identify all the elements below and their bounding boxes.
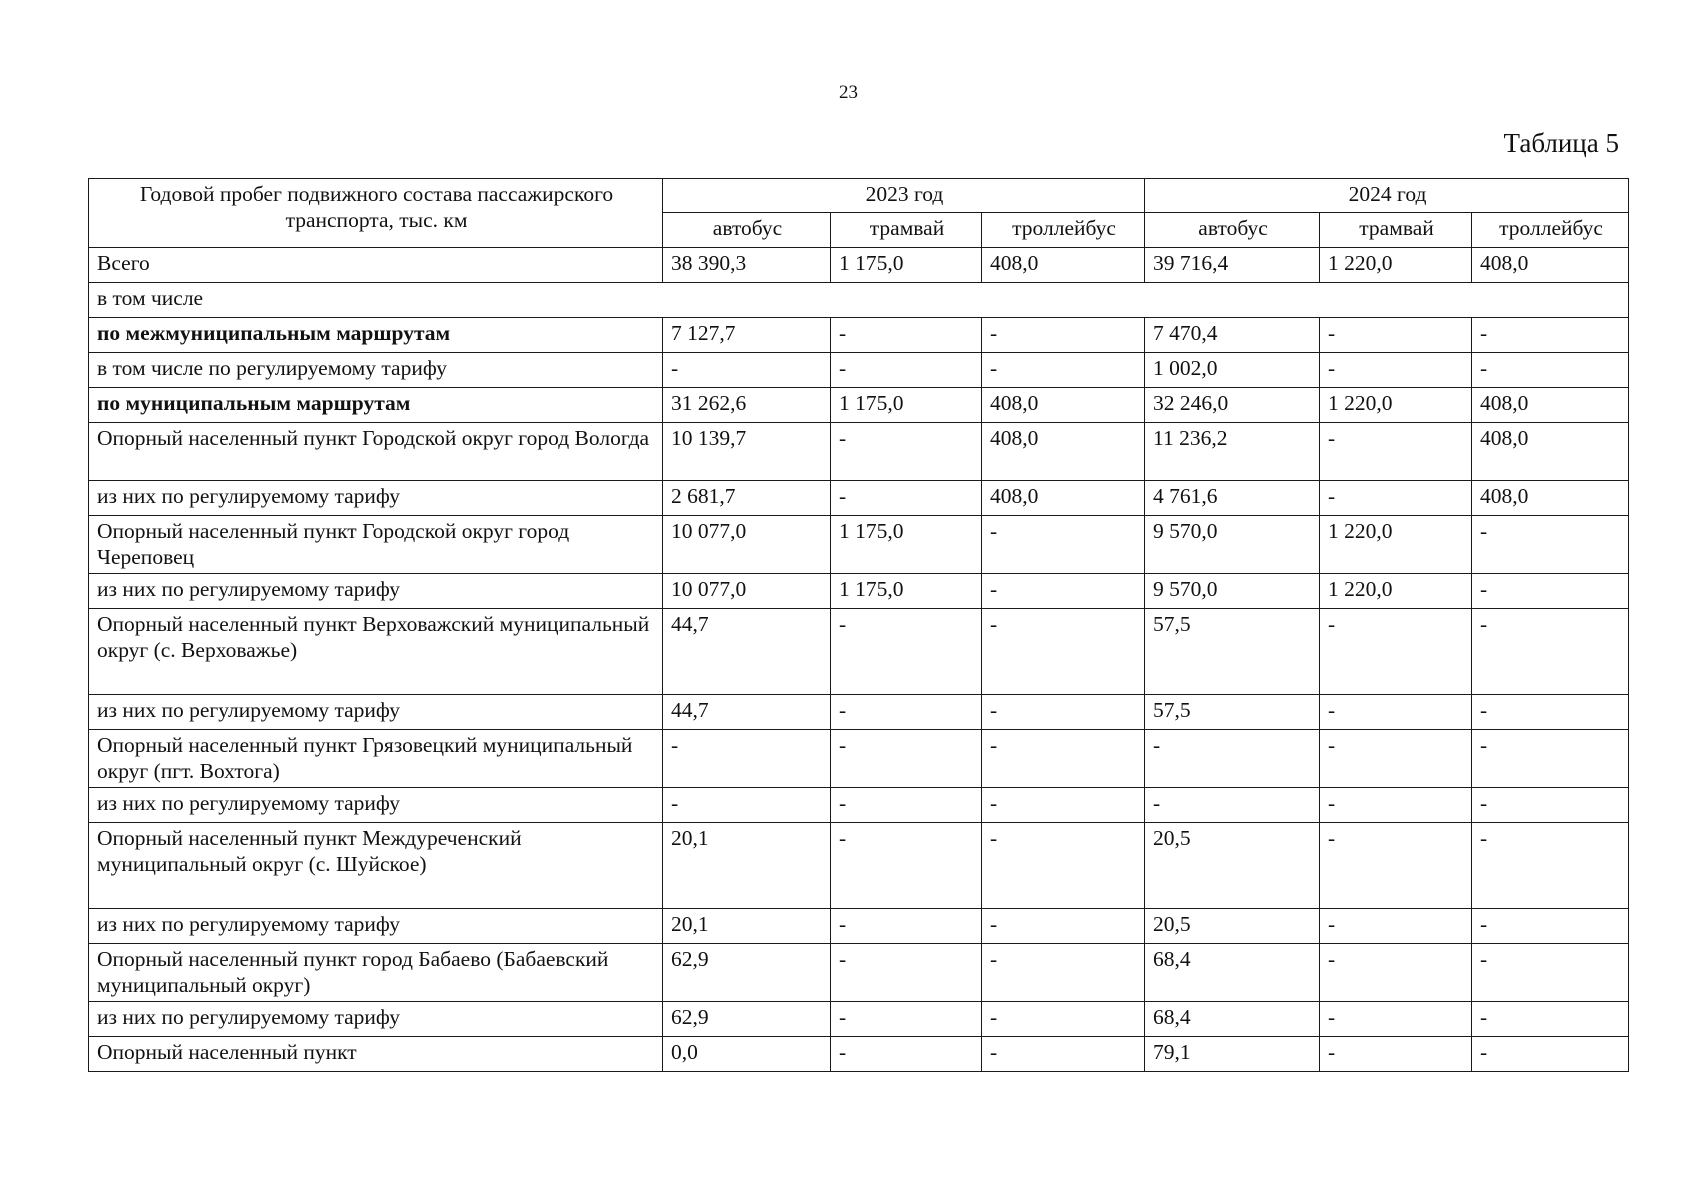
- cell-value: -: [831, 788, 982, 823]
- cell-value: 79,1: [1145, 1037, 1320, 1072]
- table-row: [89, 823, 1629, 909]
- cell-value: 1 002,0: [1145, 353, 1320, 388]
- cell-value: -: [1320, 788, 1472, 823]
- cell-value: -: [1472, 944, 1629, 1002]
- cell-value: 20,5: [1145, 823, 1320, 909]
- cell-value: -: [663, 353, 831, 388]
- cell-value: 408,0: [982, 388, 1145, 423]
- cell-value: -: [831, 944, 982, 1002]
- cell-value: 10 077,0: [663, 574, 831, 609]
- cell-value: -: [1145, 788, 1320, 823]
- cell-value: 408,0: [1472, 481, 1629, 516]
- cell-value: 20,1: [663, 909, 831, 944]
- cell-value: 20,1: [663, 823, 831, 909]
- table-row: [89, 730, 1629, 788]
- cell-value: 31 262,6: [663, 388, 831, 423]
- cell-value: -: [831, 730, 982, 788]
- cell-value: 39 716,4: [1145, 248, 1320, 283]
- cell-value: -: [1320, 695, 1472, 730]
- cell-value: -: [982, 823, 1145, 909]
- table-row: [89, 283, 1629, 318]
- cell-value: 32 246,0: [1145, 388, 1320, 423]
- cell-value: -: [1472, 788, 1629, 823]
- row-label: из них по регулируемому тарифу: [89, 788, 663, 823]
- cell-value: -: [1320, 823, 1472, 909]
- cell-value: 0,0: [663, 1037, 831, 1072]
- table-row: [89, 944, 1629, 1002]
- row-label: Опорный населенный пункт Грязовецкий муниципальный округ (пгт. Вохтога): [89, 730, 663, 788]
- cell-value: -: [831, 1037, 982, 1072]
- cell-value: 408,0: [1472, 388, 1629, 423]
- cell-value: 1 175,0: [831, 388, 982, 423]
- cell-value: -: [1472, 1002, 1629, 1037]
- cell-value: -: [1472, 516, 1629, 574]
- table-caption: Таблица 5: [1503, 128, 1619, 158]
- subheader-tram-2023: трамвай: [831, 213, 982, 248]
- cell-value: 44,7: [663, 695, 831, 730]
- row-label: из них по регулируемому тарифу: [89, 909, 663, 944]
- cell-value: -: [1320, 944, 1472, 1002]
- mileage-table: [88, 178, 1629, 1072]
- cell-value: -: [831, 909, 982, 944]
- cell-value: -: [1472, 823, 1629, 909]
- subheader-bus-2024: автобус: [1145, 213, 1320, 248]
- table-row: [89, 695, 1629, 730]
- cell-value: 1 220,0: [1320, 574, 1472, 609]
- cell-value: -: [982, 788, 1145, 823]
- cell-value: -: [1320, 1037, 1472, 1072]
- cell-value: 11 236,2: [1145, 423, 1320, 481]
- cell-value: -: [982, 353, 1145, 388]
- row-label: в том числе: [89, 283, 1629, 318]
- row-label: Опорный населенный пункт: [89, 1037, 663, 1072]
- table-row: [89, 481, 1629, 516]
- cell-value: 38 390,3: [663, 248, 831, 283]
- row-label: Опорный населенный пункт город Бабаево (Бабаевский муниципальный округ): [89, 944, 663, 1002]
- corner-header: Годовой пробег подвижного состава пассажирского транспорта, тыс. км: [89, 179, 663, 248]
- cell-value: 57,5: [1145, 695, 1320, 730]
- cell-value: 408,0: [982, 481, 1145, 516]
- cell-value: -: [1472, 574, 1629, 609]
- row-label: Опорный населенный пункт Городской округ город Вологда: [89, 423, 663, 481]
- cell-value: -: [831, 353, 982, 388]
- table-row: [89, 516, 1629, 574]
- cell-value: -: [982, 318, 1145, 353]
- cell-value: -: [1320, 353, 1472, 388]
- cell-value: 9 570,0: [1145, 516, 1320, 574]
- cell-value: 408,0: [1472, 248, 1629, 283]
- cell-value: 7 127,7: [663, 318, 831, 353]
- subheader-trolleybus-2024: троллейбус: [1472, 213, 1629, 248]
- cell-value: -: [663, 788, 831, 823]
- cell-value: -: [1320, 730, 1472, 788]
- cell-value: 1 220,0: [1320, 388, 1472, 423]
- cell-value: -: [1472, 609, 1629, 695]
- row-label: Всего: [89, 248, 663, 283]
- cell-value: 4 761,6: [1145, 481, 1320, 516]
- table-row: [89, 318, 1629, 353]
- cell-value: -: [831, 481, 982, 516]
- cell-value: -: [831, 318, 982, 353]
- row-label: из них по регулируемому тарифу: [89, 695, 663, 730]
- subheader-bus-2023: автобус: [663, 213, 831, 248]
- row-label: по межмуниципальным маршрутам: [89, 318, 663, 353]
- cell-value: -: [831, 1002, 982, 1037]
- table-row: [89, 609, 1629, 695]
- year-header-2023: 2023 год: [663, 179, 1145, 213]
- cell-value: -: [982, 574, 1145, 609]
- cell-value: -: [1472, 730, 1629, 788]
- cell-value: 62,9: [663, 944, 831, 1002]
- cell-value: 62,9: [663, 1002, 831, 1037]
- cell-value: 68,4: [1145, 1002, 1320, 1037]
- cell-value: -: [982, 944, 1145, 1002]
- cell-value: -: [982, 1037, 1145, 1072]
- table-row: [89, 388, 1629, 423]
- cell-value: -: [1320, 318, 1472, 353]
- cell-value: 408,0: [1472, 423, 1629, 481]
- cell-value: 68,4: [1145, 944, 1320, 1002]
- cell-value: -: [1320, 1002, 1472, 1037]
- cell-value: 10 139,7: [663, 423, 831, 481]
- table-row: [89, 353, 1629, 388]
- cell-value: 57,5: [1145, 609, 1320, 695]
- table-row: [89, 1037, 1629, 1072]
- row-label: Опорный населенный пункт Междуреченский муниципальный округ (с. Шуйское): [89, 823, 663, 909]
- page-number: 23: [839, 82, 858, 103]
- cell-value: -: [831, 423, 982, 481]
- table-row: [89, 909, 1629, 944]
- cell-value: 9 570,0: [1145, 574, 1320, 609]
- cell-value: -: [831, 823, 982, 909]
- cell-value: -: [831, 609, 982, 695]
- table-row: [89, 423, 1629, 481]
- cell-value: -: [1472, 318, 1629, 353]
- row-label: по муниципальным маршрутам: [89, 388, 663, 423]
- cell-value: -: [1320, 909, 1472, 944]
- cell-value: -: [1472, 909, 1629, 944]
- row-label: из них по регулируемому тарифу: [89, 481, 663, 516]
- year-header-2024: 2024 год: [1145, 179, 1629, 213]
- table-row: [89, 1002, 1629, 1037]
- cell-value: 20,5: [1145, 909, 1320, 944]
- cell-value: 10 077,0: [663, 516, 831, 574]
- cell-value: 7 470,4: [1145, 318, 1320, 353]
- row-label: из них по регулируемому тарифу: [89, 574, 663, 609]
- cell-value: -: [1145, 730, 1320, 788]
- cell-value: -: [1472, 1037, 1629, 1072]
- row-label: Опорный населенный пункт Верховажский муниципальный округ (с. Верховажье): [89, 609, 663, 695]
- cell-value: 1 220,0: [1320, 516, 1472, 574]
- cell-value: -: [1472, 353, 1629, 388]
- row-label: из них по регулируемому тарифу: [89, 1002, 663, 1037]
- cell-value: 1 220,0: [1320, 248, 1472, 283]
- cell-value: -: [982, 516, 1145, 574]
- cell-value: -: [831, 695, 982, 730]
- cell-value: -: [1320, 481, 1472, 516]
- cell-value: 408,0: [982, 248, 1145, 283]
- cell-value: -: [663, 730, 831, 788]
- cell-value: 1 175,0: [831, 248, 982, 283]
- cell-value: -: [1320, 609, 1472, 695]
- row-label: Опорный населенный пункт Городской округ город Череповец: [89, 516, 663, 574]
- cell-value: -: [1320, 423, 1472, 481]
- cell-value: -: [982, 1002, 1145, 1037]
- cell-value: -: [982, 909, 1145, 944]
- cell-value: 2 681,7: [663, 481, 831, 516]
- subheader-tram-2024: трамвай: [1320, 213, 1472, 248]
- cell-value: -: [982, 609, 1145, 695]
- cell-value: 44,7: [663, 609, 831, 695]
- subheader-trolleybus-2023: троллейбус: [982, 213, 1145, 248]
- table-row: [89, 574, 1629, 609]
- cell-value: -: [982, 730, 1145, 788]
- table-row: [89, 788, 1629, 823]
- table-row: [89, 248, 1629, 283]
- cell-value: -: [982, 695, 1145, 730]
- cell-value: 1 175,0: [831, 574, 982, 609]
- row-label: в том числе по регулируемому тарифу: [89, 353, 663, 388]
- cell-value: 408,0: [982, 423, 1145, 481]
- cell-value: -: [1472, 695, 1629, 730]
- cell-value: 1 175,0: [831, 516, 982, 574]
